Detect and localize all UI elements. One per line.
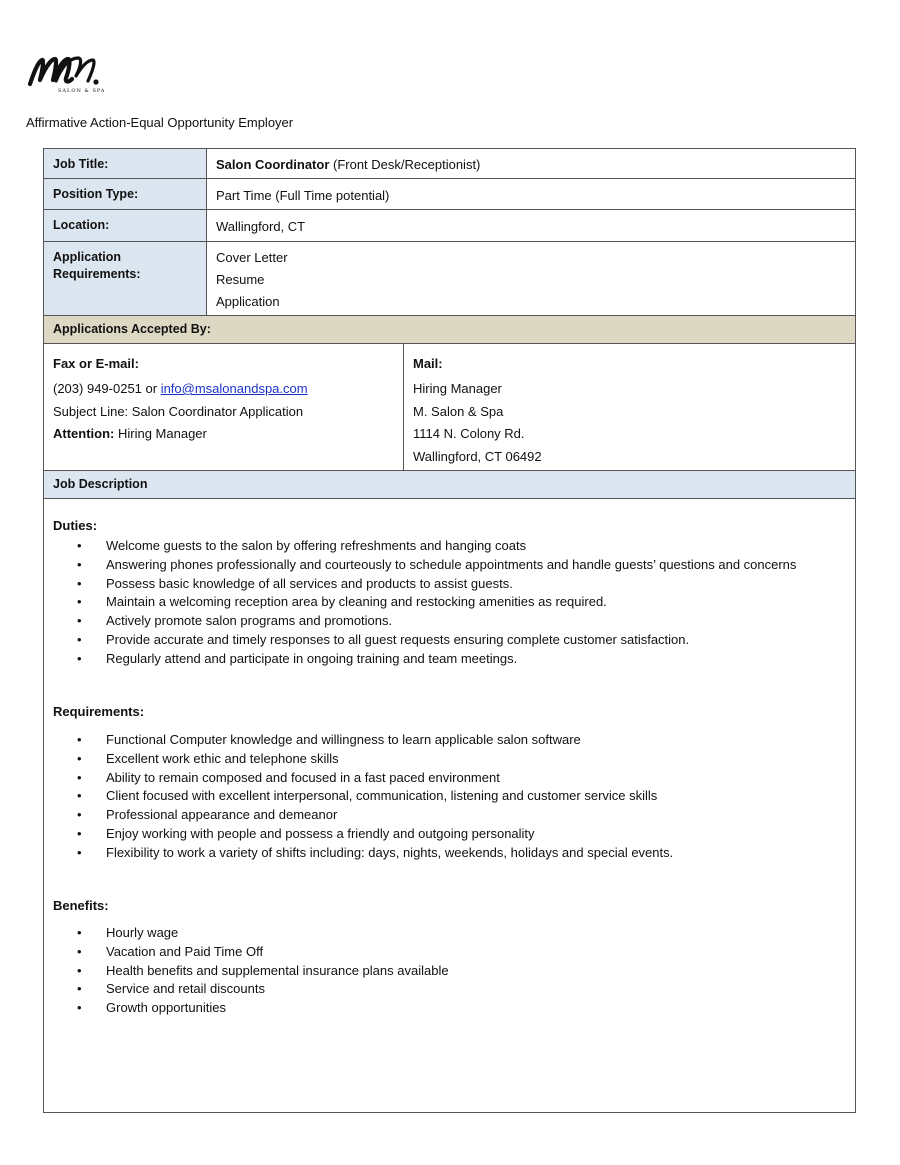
employer-statement: Affirmative Action-Equal Opportunity Employer bbox=[26, 115, 294, 130]
duty-item: • Possess basic knowledge of all services and products to assist guests. bbox=[53, 575, 796, 594]
mail-address-line: 1114 N. Colony Rd. bbox=[413, 426, 525, 441]
salon-logo-mark bbox=[26, 54, 116, 88]
duty-item: • Maintain a welcoming reception area by cleaning and restocking amenities as required. bbox=[53, 593, 796, 612]
position-type-row bbox=[44, 179, 855, 210]
job-title-value bbox=[216, 156, 480, 173]
location-row bbox=[44, 210, 855, 242]
email-link[interactable]: info@msalonandspa.com bbox=[160, 381, 308, 396]
duty-item: • Provide accurate and timely responses to all guest requests ensuring complete customer satisfaction. bbox=[53, 631, 796, 650]
job-title-row bbox=[44, 149, 855, 179]
requirement-item: • Ability to remain composed and focused in a fast paced environment bbox=[53, 769, 673, 788]
contact-row bbox=[44, 344, 855, 471]
position-type-value: Part Time (Full Time potential) bbox=[216, 188, 390, 203]
duty-item: • Answering phones professionally and courteously to schedule appointments and handle guests’ questions and concerns bbox=[53, 556, 796, 575]
attention-line bbox=[53, 423, 394, 446]
bullet-icon: • bbox=[77, 825, 82, 841]
benefit-item: • Service and retail discounts bbox=[53, 980, 449, 999]
requirement-item: • Functional Computer knowledge and willingness to learn applicable salon software bbox=[53, 731, 673, 750]
app-requirement-item: Resume bbox=[216, 272, 265, 287]
fax-email-line bbox=[53, 378, 394, 401]
location-label: Location: bbox=[44, 210, 207, 241]
app-requirements-list bbox=[216, 247, 288, 313]
bullet-icon: • bbox=[77, 981, 82, 997]
mail-address-line: Wallingford, CT 06492 bbox=[413, 448, 542, 464]
mail-column bbox=[404, 344, 855, 470]
requirement-item: • Flexibility to work a variety of shifts including: days, nights, weekends, holidays and special events. bbox=[53, 844, 673, 863]
fax-email-heading: Fax or E-mail: bbox=[53, 356, 139, 371]
requirements-list bbox=[53, 731, 673, 863]
job-posting-form bbox=[43, 148, 856, 1113]
location-value: Wallingford, CT bbox=[216, 219, 306, 234]
bullet-icon: • bbox=[77, 556, 82, 572]
benefit-item: • Vacation and Paid Time Off bbox=[53, 943, 449, 962]
bullet-icon: • bbox=[77, 769, 82, 785]
bullet-icon: • bbox=[77, 962, 82, 978]
benefit-item: • Health benefits and supplemental insurance plans available bbox=[53, 962, 449, 981]
mail-address-line: M. Salon & Spa bbox=[413, 403, 504, 419]
job-description-band bbox=[44, 471, 855, 499]
subject-line: Subject Line: Salon Coordinator Application bbox=[53, 403, 304, 419]
duties-list bbox=[53, 537, 796, 669]
requirement-item: • Excellent work ethic and telephone skills bbox=[53, 750, 673, 769]
fax-phone: (203) 949-0251 or bbox=[53, 381, 161, 396]
duty-item: • Actively promote salon programs and promotions. bbox=[53, 612, 796, 631]
logo-subtitle: SALON & SPA bbox=[58, 88, 106, 94]
job-description-title: Job Description bbox=[53, 477, 148, 491]
duty-item: • Welcome guests to the salon by offering refreshments and hanging coats bbox=[53, 537, 796, 556]
app-requirement-item: Cover Letter bbox=[216, 250, 288, 265]
attention-label: Attention: bbox=[53, 426, 115, 441]
fax-email-column bbox=[44, 344, 404, 470]
bullet-icon: • bbox=[77, 650, 82, 666]
requirement-item: • Client focused with excellent interpersonal, communication, listening and customer service skills bbox=[53, 787, 673, 806]
applications-accepted-band bbox=[44, 316, 855, 344]
job-title-main: Salon Coordinator bbox=[216, 157, 330, 172]
attention-value: Hiring Manager bbox=[114, 426, 207, 441]
bullet-icon: • bbox=[77, 538, 82, 553]
bullet-icon: • bbox=[77, 807, 82, 823]
bullet-icon: • bbox=[77, 750, 82, 766]
mail-heading: Mail: bbox=[413, 356, 443, 371]
requirement-item: • Professional appearance and demeanor bbox=[53, 806, 673, 825]
bullet-icon: • bbox=[77, 844, 82, 860]
app-requirement-item: Application bbox=[216, 294, 280, 309]
job-title-extra: (Front Desk/Receptionist) bbox=[329, 157, 481, 172]
bullet-icon: • bbox=[77, 631, 82, 647]
requirements-heading: Requirements: bbox=[53, 704, 145, 719]
benefits-list bbox=[53, 924, 449, 1018]
bullet-icon: • bbox=[77, 594, 82, 610]
app-requirements-label: Application Requirements: bbox=[44, 242, 207, 315]
app-requirements-row bbox=[44, 242, 855, 316]
position-type-label: Position Type: bbox=[44, 179, 207, 209]
bullet-icon: • bbox=[77, 788, 82, 804]
mail-address-line: Hiring Manager bbox=[413, 381, 502, 396]
bullet-icon: • bbox=[77, 1000, 82, 1016]
bullet-icon: • bbox=[77, 925, 82, 940]
requirement-item: • Enjoy working with people and possess a friendly and outgoing personality bbox=[53, 825, 673, 844]
salon-logo bbox=[26, 54, 116, 98]
duty-item: • Regularly attend and participate in ongoing training and team meetings. bbox=[53, 650, 796, 669]
benefits-heading: Benefits: bbox=[53, 898, 109, 913]
bullet-icon: • bbox=[77, 943, 82, 959]
bullet-icon: • bbox=[77, 613, 82, 629]
applications-accepted-title: Applications Accepted By: bbox=[53, 322, 211, 336]
bullet-icon: • bbox=[77, 575, 82, 591]
benefit-item: • Growth opportunities bbox=[53, 999, 449, 1018]
benefit-item: • Hourly wage bbox=[53, 924, 449, 943]
job-title-label: Job Title: bbox=[44, 149, 207, 178]
duties-heading: Duties: bbox=[53, 518, 98, 533]
bullet-icon: • bbox=[77, 732, 82, 747]
